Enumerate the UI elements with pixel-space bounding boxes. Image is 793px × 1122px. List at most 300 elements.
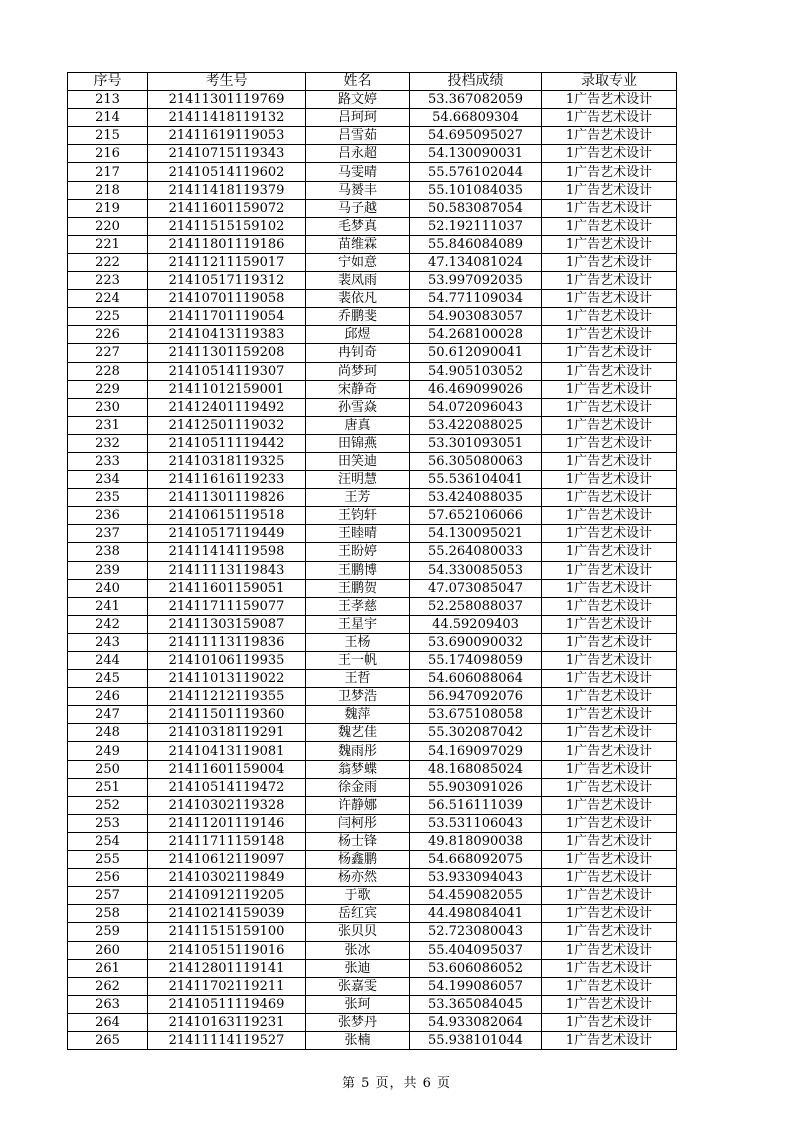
cell-index: 247	[68, 706, 148, 724]
cell-major: 1广告艺术设计	[542, 253, 677, 271]
cell-index: 237	[68, 525, 148, 543]
table-row	[68, 706, 677, 724]
cell-candidate-id: 21410615119518	[148, 507, 306, 525]
table-row	[68, 471, 677, 489]
cell-candidate-id: 21411711159077	[148, 597, 306, 615]
table-row	[68, 652, 677, 670]
table-row	[68, 181, 677, 199]
cell-candidate-id: 21410517119449	[148, 525, 306, 543]
cell-candidate-id: 21410318119291	[148, 724, 306, 742]
cell-name: 冉钊奇	[306, 344, 410, 362]
cell-candidate-id: 21411418119379	[148, 181, 306, 199]
cell-score: 52.192111037	[410, 217, 542, 235]
table-row	[68, 579, 677, 597]
cell-index: 216	[68, 145, 148, 163]
cell-major: 1广告艺术设计	[542, 923, 677, 941]
cell-score: 55.846084089	[410, 235, 542, 253]
table-row	[68, 814, 677, 832]
table-row	[68, 977, 677, 995]
cell-score: 54.130095021	[410, 525, 542, 543]
table-row	[68, 525, 677, 543]
cell-score: 52.723080043	[410, 923, 542, 941]
cell-major: 1广告艺术设计	[542, 525, 677, 543]
cell-name: 杨亦然	[306, 869, 410, 887]
cell-major: 1广告艺术设计	[542, 688, 677, 706]
cell-score: 44.498084041	[410, 905, 542, 923]
cell-name: 张冰	[306, 941, 410, 959]
cell-candidate-id: 21410612119097	[148, 851, 306, 869]
cell-candidate-id: 21410511119469	[148, 995, 306, 1013]
cell-candidate-id: 21411301119769	[148, 91, 306, 109]
cell-major: 1广告艺术设计	[542, 615, 677, 633]
cell-name: 王孝慈	[306, 597, 410, 615]
cell-name: 许静娜	[306, 796, 410, 814]
cell-name: 田笑迪	[306, 452, 410, 470]
cell-major: 1广告艺术设计	[542, 760, 677, 778]
cell-candidate-id: 21411113119836	[148, 633, 306, 651]
cell-candidate-id: 21410106119935	[148, 652, 306, 670]
table-row	[68, 543, 677, 561]
cell-score: 48.168085024	[410, 760, 542, 778]
cell-score: 55.264080033	[410, 543, 542, 561]
cell-candidate-id: 21411212119355	[148, 688, 306, 706]
cell-score: 56.516111039	[410, 796, 542, 814]
cell-index: 233	[68, 452, 148, 470]
cell-major: 1广告艺术设计	[542, 326, 677, 344]
cell-index: 260	[68, 941, 148, 959]
cell-name: 闫柯彤	[306, 814, 410, 832]
cell-candidate-id: 21411711159148	[148, 832, 306, 850]
cell-index: 263	[68, 995, 148, 1013]
cell-name: 乔鹏斐	[306, 308, 410, 326]
table-row	[68, 869, 677, 887]
cell-candidate-id: 21411801119186	[148, 235, 306, 253]
cell-major: 1广告艺术设计	[542, 724, 677, 742]
cell-score: 54.130090031	[410, 145, 542, 163]
cell-candidate-id: 21410517119312	[148, 272, 306, 290]
cell-major: 1广告艺术设计	[542, 235, 677, 253]
table-header	[68, 73, 677, 91]
table-row	[68, 416, 677, 434]
cell-name: 王鹏贺	[306, 579, 410, 597]
cell-index: 232	[68, 434, 148, 452]
table-row	[68, 851, 677, 869]
cell-name: 裴依凡	[306, 290, 410, 308]
cell-name: 岳红宾	[306, 905, 410, 923]
cell-score: 46.469099026	[410, 380, 542, 398]
cell-candidate-id: 21411303159087	[148, 615, 306, 633]
cell-candidate-id: 21411012159001	[148, 380, 306, 398]
cell-name: 张楠	[306, 1031, 410, 1049]
cell-candidate-id: 21410163119231	[148, 1013, 306, 1031]
table-row	[68, 145, 677, 163]
table-row	[68, 326, 677, 344]
cell-major: 1广告艺术设计	[542, 652, 677, 670]
cell-index: 214	[68, 109, 148, 127]
cell-major: 1广告艺术设计	[542, 670, 677, 688]
table-row	[68, 832, 677, 850]
cell-major: 1广告艺术设计	[542, 91, 677, 109]
cell-score: 53.367082059	[410, 91, 542, 109]
cell-major: 1广告艺术设计	[542, 959, 677, 977]
cell-candidate-id: 21410715119343	[148, 145, 306, 163]
cell-score: 55.938101044	[410, 1031, 542, 1049]
table-row	[68, 398, 677, 416]
cell-score: 55.101084035	[410, 181, 542, 199]
table-row	[68, 91, 677, 109]
cell-name: 魏雨彤	[306, 742, 410, 760]
cell-name: 孙雪焱	[306, 398, 410, 416]
cell-major: 1广告艺术设计	[542, 561, 677, 579]
cell-index: 256	[68, 869, 148, 887]
cell-index: 261	[68, 959, 148, 977]
cell-name: 路文婷	[306, 91, 410, 109]
table-row	[68, 362, 677, 380]
cell-score: 54.169097029	[410, 742, 542, 760]
cell-score: 55.576102044	[410, 163, 542, 181]
page-number-footer: 第 5 页，共 6 页	[341, 1076, 452, 1091]
table-row	[68, 724, 677, 742]
cell-name: 宁如意	[306, 253, 410, 271]
cell-index: 234	[68, 471, 148, 489]
header-index: 序号	[68, 73, 148, 91]
cell-index: 248	[68, 724, 148, 742]
cell-major: 1广告艺术设计	[542, 633, 677, 651]
cell-index: 223	[68, 272, 148, 290]
cell-index: 258	[68, 905, 148, 923]
cell-major: 1广告艺术设计	[542, 977, 677, 995]
cell-candidate-id: 21410514119307	[148, 362, 306, 380]
cell-score: 54.459082055	[410, 887, 542, 905]
cell-index: 264	[68, 1013, 148, 1031]
cell-index: 222	[68, 253, 148, 271]
cell-major: 1广告艺术设计	[542, 507, 677, 525]
cell-name: 杨鑫鹏	[306, 851, 410, 869]
table-row	[68, 489, 677, 507]
cell-candidate-id: 21411515159102	[148, 217, 306, 235]
cell-major: 1广告艺术设计	[542, 145, 677, 163]
cell-major: 1广告艺术设计	[542, 398, 677, 416]
cell-name: 王杨	[306, 633, 410, 651]
table-row	[68, 217, 677, 235]
cell-major: 1广告艺术设计	[542, 163, 677, 181]
cell-score: 53.690090032	[410, 633, 542, 651]
cell-candidate-id: 21411616119233	[148, 471, 306, 489]
cell-score: 54.903083057	[410, 308, 542, 326]
cell-score: 52.258088037	[410, 597, 542, 615]
table-row	[68, 308, 677, 326]
cell-score: 54.606088064	[410, 670, 542, 688]
cell-name: 吕永超	[306, 145, 410, 163]
cell-name: 杨士锋	[306, 832, 410, 850]
cell-major: 1广告艺术设计	[542, 851, 677, 869]
cell-major: 1广告艺术设计	[542, 1031, 677, 1049]
cell-index: 224	[68, 290, 148, 308]
cell-score: 53.301093051	[410, 434, 542, 452]
table-row	[68, 272, 677, 290]
cell-candidate-id: 21411211159017	[148, 253, 306, 271]
cell-major: 1广告艺术设计	[542, 814, 677, 832]
cell-name: 宋静奇	[306, 380, 410, 398]
cell-candidate-id: 21411601159051	[148, 579, 306, 597]
cell-index: 229	[68, 380, 148, 398]
cell-index: 251	[68, 778, 148, 796]
cell-major: 1广告艺术设计	[542, 778, 677, 796]
cell-major: 1广告艺术设计	[542, 597, 677, 615]
table-row	[68, 688, 677, 706]
cell-index: 217	[68, 163, 148, 181]
table-row	[68, 290, 677, 308]
cell-index: 226	[68, 326, 148, 344]
cell-name: 苗维霖	[306, 235, 410, 253]
cell-index: 225	[68, 308, 148, 326]
cell-major: 1广告艺术设计	[542, 272, 677, 290]
table-row	[68, 561, 677, 579]
cell-index: 242	[68, 615, 148, 633]
cell-score: 53.531106043	[410, 814, 542, 832]
cell-major: 1广告艺术设计	[542, 217, 677, 235]
cell-index: 254	[68, 832, 148, 850]
cell-name: 王芳	[306, 489, 410, 507]
cell-score: 57.652106066	[410, 507, 542, 525]
table-row	[68, 434, 677, 452]
cell-major: 1广告艺术设计	[542, 344, 677, 362]
cell-candidate-id: 21410302119328	[148, 796, 306, 814]
cell-candidate-id: 21410515119016	[148, 941, 306, 959]
table-row	[68, 760, 677, 778]
cell-score: 56.305080063	[410, 452, 542, 470]
cell-name: 尚梦珂	[306, 362, 410, 380]
table-row	[68, 109, 677, 127]
table-row	[68, 380, 677, 398]
cell-name: 王一帆	[306, 652, 410, 670]
cell-index: 231	[68, 416, 148, 434]
cell-score: 53.424088035	[410, 489, 542, 507]
cell-candidate-id: 21411601159004	[148, 760, 306, 778]
cell-major: 1广告艺术设计	[542, 416, 677, 434]
cell-name: 张珂	[306, 995, 410, 1013]
cell-score: 53.933094043	[410, 869, 542, 887]
cell-name: 张嘉雯	[306, 977, 410, 995]
cell-score: 54.668092075	[410, 851, 542, 869]
cell-score: 53.365084045	[410, 995, 542, 1013]
cell-index: 253	[68, 814, 148, 832]
cell-name: 翁梦蝶	[306, 760, 410, 778]
cell-score: 55.174098059	[410, 652, 542, 670]
cell-major: 1广告艺术设计	[542, 308, 677, 326]
cell-major: 1广告艺术设计	[542, 199, 677, 217]
cell-name: 马子越	[306, 199, 410, 217]
table-row	[68, 778, 677, 796]
cell-index: 246	[68, 688, 148, 706]
cell-candidate-id: 21411201119146	[148, 814, 306, 832]
cell-major: 1广告艺术设计	[542, 489, 677, 507]
cell-index: 249	[68, 742, 148, 760]
cell-name: 唐真	[306, 416, 410, 434]
cell-candidate-id: 21410701119058	[148, 290, 306, 308]
table-row	[68, 887, 677, 905]
cell-candidate-id: 21410511119442	[148, 434, 306, 452]
cell-index: 239	[68, 561, 148, 579]
cell-score: 44.59209403	[410, 615, 542, 633]
table-row	[68, 127, 677, 145]
cell-score: 55.536104041	[410, 471, 542, 489]
cell-major: 1广告艺术设计	[542, 362, 677, 380]
table-row	[68, 615, 677, 633]
cell-score: 53.675108058	[410, 706, 542, 724]
cell-index: 218	[68, 181, 148, 199]
cell-name: 王鹏博	[306, 561, 410, 579]
cell-candidate-id: 21410514119472	[148, 778, 306, 796]
cell-name: 张梦丹	[306, 1013, 410, 1031]
cell-name: 汪明慧	[306, 471, 410, 489]
cell-name: 毛梦真	[306, 217, 410, 235]
cell-score: 54.66809304	[410, 109, 542, 127]
cell-index: 230	[68, 398, 148, 416]
cell-candidate-id: 21412501119032	[148, 416, 306, 434]
cell-major: 1广告艺术设计	[542, 471, 677, 489]
cell-score: 55.404095037	[410, 941, 542, 959]
cell-index: 241	[68, 597, 148, 615]
cell-index: 236	[68, 507, 148, 525]
cell-score: 50.583087054	[410, 199, 542, 217]
cell-candidate-id: 21410514119602	[148, 163, 306, 181]
cell-candidate-id: 21411515159100	[148, 923, 306, 941]
cell-candidate-id: 21411301159208	[148, 344, 306, 362]
table-row	[68, 923, 677, 941]
cell-major: 1广告艺术设计	[542, 1013, 677, 1031]
cell-score: 47.073085047	[410, 579, 542, 597]
cell-major: 1广告艺术设计	[542, 434, 677, 452]
cell-name: 魏艺佳	[306, 724, 410, 742]
cell-index: 240	[68, 579, 148, 597]
cell-candidate-id: 21410214159039	[148, 905, 306, 923]
cell-major: 1广告艺术设计	[542, 181, 677, 199]
table-row	[68, 742, 677, 760]
table-row	[68, 452, 677, 470]
cell-major: 1广告艺术设计	[542, 380, 677, 398]
cell-candidate-id: 21411701119054	[148, 308, 306, 326]
cell-name: 王哲	[306, 670, 410, 688]
cell-name: 魏萍	[306, 706, 410, 724]
table-row	[68, 941, 677, 959]
cell-major: 1广告艺术设计	[542, 905, 677, 923]
cell-major: 1广告艺术设计	[542, 941, 677, 959]
table-body	[68, 91, 677, 1050]
cell-candidate-id: 21411114119527	[148, 1031, 306, 1049]
table-row	[68, 905, 677, 923]
cell-candidate-id: 21410413119081	[148, 742, 306, 760]
cell-index: 243	[68, 633, 148, 651]
table-row	[68, 959, 677, 977]
cell-major: 1广告艺术设计	[542, 869, 677, 887]
table-row	[68, 1013, 677, 1031]
cell-index: 235	[68, 489, 148, 507]
cell-score: 50.612090041	[410, 344, 542, 362]
cell-name: 徐金雨	[306, 778, 410, 796]
cell-candidate-id: 21411418119132	[148, 109, 306, 127]
cell-candidate-id: 21411113119843	[148, 561, 306, 579]
cell-candidate-id: 21411501119360	[148, 706, 306, 724]
cell-major: 1广告艺术设计	[542, 543, 677, 561]
cell-index: 244	[68, 652, 148, 670]
cell-name: 吕雪茹	[306, 127, 410, 145]
cell-index: 220	[68, 217, 148, 235]
table-row	[68, 199, 677, 217]
cell-candidate-id: 21411301119826	[148, 489, 306, 507]
cell-name: 马雯晴	[306, 163, 410, 181]
cell-index: 238	[68, 543, 148, 561]
cell-candidate-id: 21412401119492	[148, 398, 306, 416]
cell-candidate-id: 21411702119211	[148, 977, 306, 995]
table-row	[68, 597, 677, 615]
header-score: 投档成绩	[410, 73, 542, 91]
cell-index: 213	[68, 91, 148, 109]
cell-index: 252	[68, 796, 148, 814]
header-row	[68, 73, 677, 91]
cell-name: 卫梦浩	[306, 688, 410, 706]
cell-index: 262	[68, 977, 148, 995]
cell-index: 221	[68, 235, 148, 253]
cell-name: 张迪	[306, 959, 410, 977]
cell-candidate-id: 21410413119383	[148, 326, 306, 344]
cell-name: 王盼婷	[306, 543, 410, 561]
cell-major: 1广告艺术设计	[542, 109, 677, 127]
table-row	[68, 253, 677, 271]
cell-score: 49.818090038	[410, 832, 542, 850]
cell-index: 245	[68, 670, 148, 688]
cell-score: 53.997092035	[410, 272, 542, 290]
cell-name: 于歌	[306, 887, 410, 905]
cell-score: 54.771109034	[410, 290, 542, 308]
cell-candidate-id: 21410302119849	[148, 869, 306, 887]
cell-major: 1广告艺术设计	[542, 706, 677, 724]
cell-major: 1广告艺术设计	[542, 579, 677, 597]
cell-major: 1广告艺术设计	[542, 452, 677, 470]
cell-index: 228	[68, 362, 148, 380]
cell-index: 227	[68, 344, 148, 362]
cell-score: 54.695095027	[410, 127, 542, 145]
cell-index: 250	[68, 760, 148, 778]
cell-major: 1广告艺术设计	[542, 742, 677, 760]
cell-score: 54.933082064	[410, 1013, 542, 1031]
cell-score: 54.268100028	[410, 326, 542, 344]
cell-score: 55.903091026	[410, 778, 542, 796]
cell-major: 1广告艺术设计	[542, 127, 677, 145]
cell-candidate-id: 21410318119325	[148, 452, 306, 470]
cell-name: 吕珂珂	[306, 109, 410, 127]
table-row	[68, 670, 677, 688]
cell-name: 田锦燕	[306, 434, 410, 452]
cell-index: 259	[68, 923, 148, 941]
cell-index: 215	[68, 127, 148, 145]
cell-name: 王星宇	[306, 615, 410, 633]
cell-score: 53.606086052	[410, 959, 542, 977]
cell-index: 265	[68, 1031, 148, 1049]
cell-score: 47.134081024	[410, 253, 542, 271]
cell-index: 219	[68, 199, 148, 217]
cell-score: 53.422088025	[410, 416, 542, 434]
cell-name: 王睦晴	[306, 525, 410, 543]
table-row	[68, 995, 677, 1013]
header-major: 录取专业	[542, 73, 677, 91]
cell-name: 王钧轩	[306, 507, 410, 525]
cell-candidate-id: 21412801119141	[148, 959, 306, 977]
header-name: 姓名	[306, 73, 410, 91]
cell-score: 54.330085053	[410, 561, 542, 579]
cell-score: 55.302087042	[410, 724, 542, 742]
table-row	[68, 235, 677, 253]
